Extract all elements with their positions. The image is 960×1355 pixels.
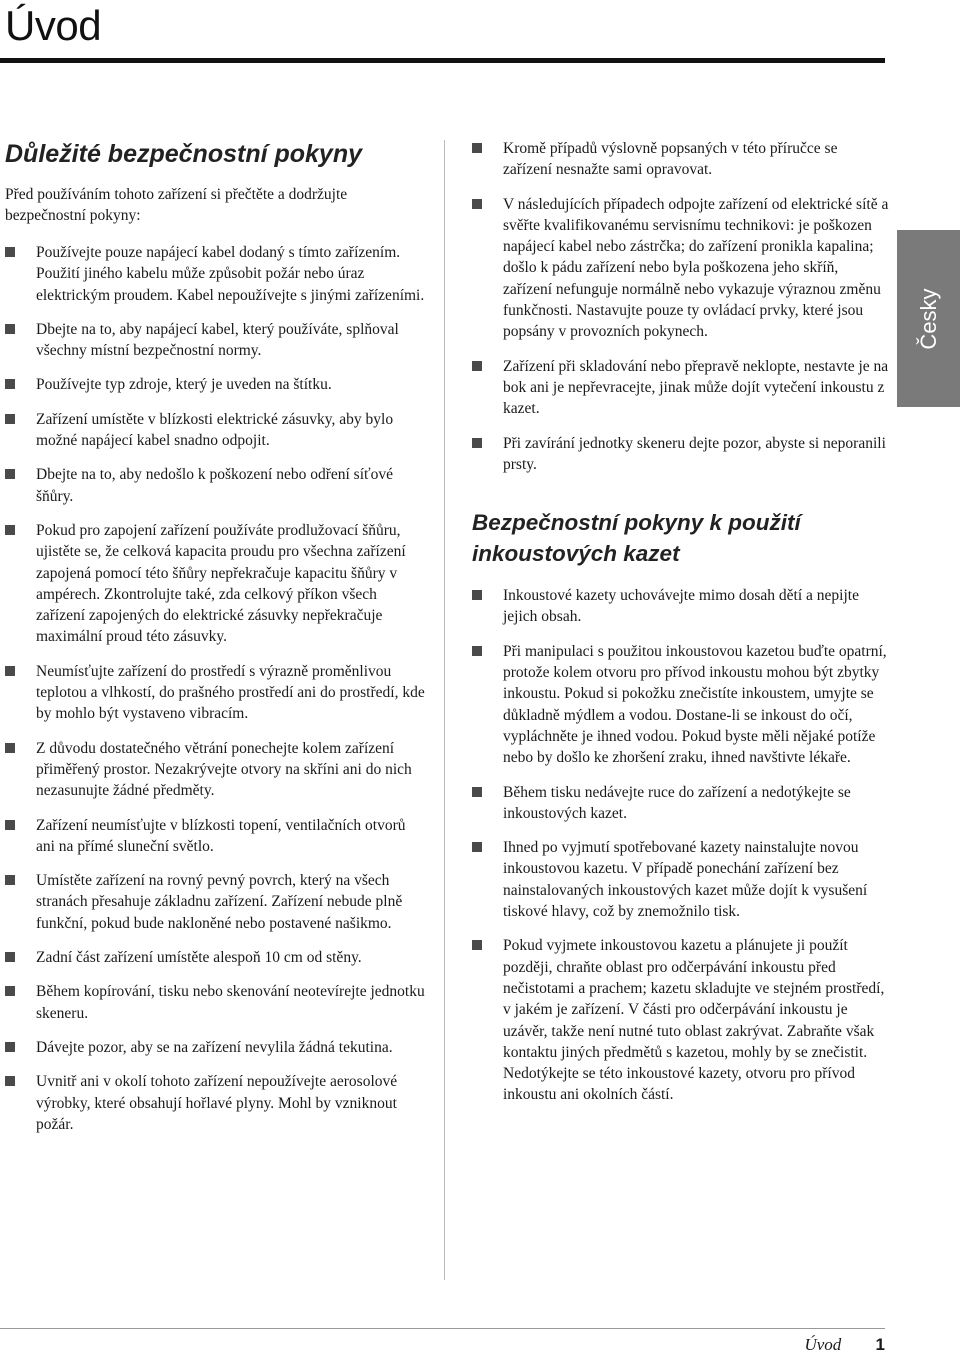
square-bullet-icon <box>5 414 15 424</box>
square-bullet-icon <box>472 787 482 797</box>
list-item-text: Dbejte na to, aby napájecí kabel, který používáte, splňoval všechny místní bezpečnostní normy. <box>36 320 399 360</box>
list-item-text: Dbejte na to, aby nedošlo k poškození nebo odření síťové šňůry. <box>36 466 394 505</box>
square-bullet-icon <box>5 986 15 996</box>
page-footer <box>804 1335 885 1355</box>
list-item-text: Při manipulaci s použitou inkoustovou kazetou buďte opatrní, protože kolem otvoru pro přívod inkoustu mohou být zbytky inkoustu. Pokud si pokožku znečistíte inkoustem, umyjte se důkladně mýdlem a vodou. Dostane-li se inkoust do očí, vypláchněte je ihned vodou. Pokud byste měli nějaké potíže nebo by došlo ke zhoršení zraku, ihned navštivte lékaře. <box>503 642 887 767</box>
safety-section-title: Důležité bezpečnostní pokyny <box>5 140 363 168</box>
language-tab <box>897 230 960 407</box>
square-bullet-icon <box>5 820 15 830</box>
square-bullet-icon <box>5 952 15 962</box>
square-bullet-icon <box>472 646 482 656</box>
list-item-text: Neumísťujte zařízení do prostředí s výrazně proměnlivou teplotou a vlhkostí, do prašného prostředí ani do prostředí, kde by mohlo být vystaveno vibracím. <box>36 662 425 723</box>
list-item-text: Při zavírání jednotky skeneru dejte pozor, abyste si neporanili prsty. <box>503 434 886 473</box>
list-item-text: Používejte pouze napájecí kabel dodaný s tímto zařízením. Použití jiného kabelu může způsobit požár nebo úraz elektrickým proudem. Kabel nepoužívejte s jinými zařízeními. <box>36 244 425 304</box>
list-item-text: Inkoustové kazety uchovávejte mimo dosah dětí a nepijte jejich obsah. <box>503 587 859 626</box>
list-item <box>472 935 890 1105</box>
left-column <box>5 138 425 1148</box>
list-item-text: Zadní část zařízení umístěte alespoň 10 cm od stěny. <box>36 949 362 967</box>
square-bullet-icon <box>472 438 482 448</box>
cartridge-safety-list <box>472 585 890 1106</box>
footer-rule <box>0 1328 885 1329</box>
square-bullet-icon <box>5 469 15 479</box>
list-item-text: Během tisku nedávejte ruce do zařízení a nedotýkejte se inkoustových kazet. <box>503 783 851 822</box>
list-item <box>5 815 425 858</box>
list-item <box>472 837 890 922</box>
safety-intro: Před používáním tohoto zařízení si přečtěte a dodržujte bezpečnostní pokyny: <box>5 186 348 224</box>
list-item <box>472 782 890 825</box>
list-item <box>472 433 890 476</box>
list-item-text: Kromě případů výslovně popsaných v této příručce se zařízení nesnažte sami opravovat. <box>503 140 838 179</box>
list-item-text: Dávejte pozor, aby se na zařízení nevylila žádná tekutina. <box>36 1038 393 1056</box>
list-item <box>472 356 890 420</box>
list-item-text: Ihned po vyjmutí spotřebované kazety nainstalujte novou inkoustovou kazetu. V případě ponechání zařízení bez nainstalovaných inkoustových kazet může dojít k vysušení tiskové hlavy, což by znemožnilo tisk. <box>503 839 868 921</box>
list-item <box>472 138 890 181</box>
list-item-text: Pokud vyjmete inkoustovou kazetu a plánujete ji použít později, chraňte oblast pro odčerpávání inkoustu před nečistotami a prachem; kazetu skladujte ve stejném prostředí, v jakém je zařízení. V části pro odčerpávání inkoustu je uzávěr, takže není nutné tuto oblast zakrývat. Zabraňte však kontaktu jiných předmětů s kazetou, mohly by se znečistit. Nedotýkejte se této inkoustové kazety, otvoru pro přívod inkoustu ani okolních částí. <box>503 937 885 1104</box>
square-bullet-icon <box>5 247 15 257</box>
list-item-text: Umístěte zařízení na rovný pevný povrch, který na všech stranách přesahuje základnu zařízení. Zařízení nebude plně funkční, pokud bude nakloněné nebo postavené našikmo. <box>36 872 403 932</box>
list-item <box>5 319 425 362</box>
language-tab-label: Česky <box>915 287 941 350</box>
list-item-text: Během kopírování, tisku nebo skenování neotevírejte jednotku skeneru. <box>36 983 425 1022</box>
square-bullet-icon <box>5 525 15 535</box>
list-item <box>5 409 425 452</box>
page-title: Úvod <box>5 2 102 49</box>
list-item-text: Používejte typ zdroje, který je uveden na štítku. <box>36 376 332 394</box>
square-bullet-icon <box>5 743 15 753</box>
list-item <box>5 947 425 968</box>
right-column <box>472 138 890 1119</box>
column-divider <box>444 140 445 1280</box>
title-rule <box>0 58 885 63</box>
square-bullet-icon <box>472 199 482 209</box>
page-number: 1 <box>875 1335 885 1354</box>
square-bullet-icon <box>472 143 482 153</box>
list-item <box>472 585 890 628</box>
list-item <box>5 981 425 1024</box>
square-bullet-icon <box>5 875 15 885</box>
list-item <box>5 242 425 306</box>
square-bullet-icon <box>472 361 482 371</box>
square-bullet-icon <box>5 1076 15 1086</box>
square-bullet-icon <box>5 379 15 389</box>
list-item-text: Uvnitř ani v okolí tohoto zařízení nepoužívejte aerosolové výrobky, které obsahují hořlavé plyny. Mohl by vzniknout požár. <box>36 1073 398 1133</box>
list-item <box>5 374 425 395</box>
list-item-text: Z důvodu dostatečného větrání ponechejte kolem zařízení přiměřený prostor. Nezakrývejte otvory na skříni ani do nich nezasunujte žádné předměty. <box>36 739 412 800</box>
list-item-text: Zařízení neumísťujte v blízkosti topení, ventilačních otvorů ani na přímé sluneční světlo. <box>36 816 406 855</box>
square-bullet-icon <box>472 940 482 950</box>
list-item-text: Pokud pro zapojení zařízení používáte prodlužovací šňůru, ujistěte se, že celková kapacita proudu pro všechna zařízení zapojená pomocí této šňůry nepřekračuje kapacitu šňůry v ampérech. Zkontrolujte také, zda celkový příkon všech zařízení zapojených do elektrické zásuvky nepřekračuje maximální proud této zásuvky. <box>36 521 406 646</box>
square-bullet-icon <box>472 590 482 600</box>
list-item-text: V následujících případech odpojte zařízení od elektrické sítě a svěřte kvalifikovanému servisnímu technikovi: je poškozen napájecí kabel nebo zástrčka; do zařízení pronikla kapalina; došlo k pádu zařízení nebo byla poškozena jeho skříň, zařízení nefunguje normálně nebo vykazuje výraznou změnu funkčnosti. Nastavujte pouze ty ovládací prvky, které jsou popsány v provozních pokynech. <box>503 195 889 341</box>
square-bullet-icon <box>5 324 15 334</box>
list-item <box>472 194 890 343</box>
list-item <box>5 464 425 507</box>
list-item <box>5 1071 425 1135</box>
list-item-text: Zařízení při skladování nebo přepravě neklopte, nestavte je na bok ani je nepřevracejte, jinak může dojít vytečení inkoustu z kazet. <box>503 357 889 418</box>
safety-list-continued <box>472 138 890 475</box>
list-item <box>472 641 890 769</box>
cartridge-section-title: Bezpečnostní pokyny k použití inkoustových kazet <box>472 510 801 567</box>
square-bullet-icon <box>472 842 482 852</box>
square-bullet-icon <box>5 666 15 676</box>
list-item <box>5 661 425 725</box>
square-bullet-icon <box>5 1042 15 1052</box>
list-item-text: Zařízení umístěte v blízkosti elektrické zásuvky, aby bylo možné napájecí kabel snadno odpojit. <box>36 410 394 450</box>
list-item <box>5 1037 425 1058</box>
list-item <box>5 738 425 802</box>
list-item <box>5 870 425 934</box>
list-item <box>5 520 425 648</box>
safety-list <box>5 242 425 1135</box>
footer-section-label: Úvod <box>804 1335 842 1354</box>
